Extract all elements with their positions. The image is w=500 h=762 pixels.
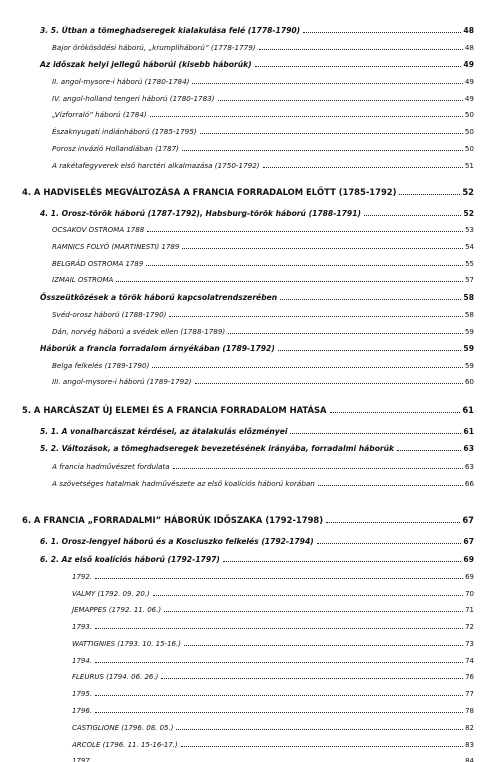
toc-entry-title: 1795.	[72, 690, 93, 698]
toc-entry-page: 69	[463, 555, 474, 564]
leader-dots	[173, 468, 463, 469]
leader-dots	[326, 522, 460, 523]
toc-entry-page: 60	[464, 377, 474, 386]
toc-entry-title: 1792.	[72, 573, 93, 581]
toc-entry-title: Bajor örökösödési háború, „krumpliháború” (1778-1779)	[52, 43, 256, 52]
leader-dots	[223, 561, 462, 562]
toc-entry-page: 66	[464, 479, 474, 488]
toc-entry-page: 67	[463, 537, 474, 546]
toc-entry-page: 52	[462, 187, 474, 197]
leader-dots	[278, 350, 462, 351]
leader-dots	[181, 746, 463, 747]
toc-entry	[52, 375, 474, 388]
toc-entry-page: 63	[464, 462, 474, 471]
leader-dots	[95, 712, 463, 713]
toc-entry-page: 78	[465, 707, 474, 715]
toc-entry	[72, 621, 474, 634]
leader-dots	[176, 729, 463, 730]
toc-entry-title: Északnyugati indiánháború (1785-1795)	[52, 127, 197, 136]
leader-dots	[397, 450, 461, 451]
toc-entry-title: FLEURUS (1794. 06. 26.)	[72, 673, 159, 681]
leader-dots	[290, 433, 461, 434]
leader-dots	[169, 316, 462, 317]
leader-dots	[330, 412, 461, 413]
toc-entry-page: 82	[465, 724, 474, 732]
toc-entry-page: 59	[464, 327, 474, 336]
toc-entry	[72, 655, 474, 668]
toc-entry-title: VALMY (1792. 09. 20.)	[72, 590, 150, 598]
toc-entry-title: Háborúk a francia forradalom árnyékában (1789-1792)	[40, 344, 275, 353]
toc-entry-page: 70	[465, 590, 474, 598]
leader-dots	[150, 116, 463, 117]
toc-entry-title: BELGRÁD OSTROMA 1789	[52, 260, 144, 268]
toc-entry	[52, 224, 474, 237]
toc-entry-title: 1797.	[72, 757, 93, 762]
leader-dots	[182, 248, 463, 249]
toc-entry	[72, 722, 474, 735]
toc-entry	[72, 604, 474, 617]
toc-entry-title: OCSAKOV OSTROMA 1788	[52, 226, 145, 234]
leader-dots	[195, 383, 463, 384]
toc-entry-page: 58	[463, 293, 474, 302]
toc-entry-page: 84	[465, 757, 474, 762]
toc-entry-page: 52	[463, 209, 474, 218]
leader-dots	[255, 66, 462, 67]
toc-entry-title: Összeütközések a török háború kapcsolatrendszerében	[40, 293, 278, 302]
toc-entry-page: 71	[465, 606, 474, 614]
toc-entry-page: 76	[465, 673, 474, 681]
toc-entry-title: CASTIGLIONE (1796. 08. 05.)	[72, 724, 174, 732]
toc-entry	[72, 638, 474, 651]
toc-entry	[72, 671, 474, 684]
toc-entry-5-1	[40, 425, 474, 438]
toc-entry-title: A rakétafegyverek első harctéri alkalmazása (1750-1792)	[52, 161, 260, 170]
toc-entry-page: 53	[465, 226, 474, 234]
toc-entry	[52, 92, 474, 105]
toc-entry-title: Belga felkelés (1789-1790)	[52, 361, 150, 370]
toc-entry-title: 1794.	[72, 657, 93, 665]
toc-entry-title: 6. 2. Az első koalíciós háború (1792-1797)	[40, 555, 220, 564]
toc-entry	[52, 142, 474, 155]
leader-dots	[364, 215, 461, 216]
toc-entry-page: 83	[465, 741, 474, 749]
toc-entry	[52, 359, 474, 372]
toc-entry	[52, 460, 474, 473]
toc-entry-4-1	[40, 207, 474, 220]
leader-dots	[95, 578, 463, 579]
toc-entry-3-5	[40, 24, 474, 37]
toc-chapter-6	[22, 514, 474, 527]
toc-entry-page: 54	[465, 243, 474, 251]
toc-entry-page: 49	[464, 77, 474, 86]
leader-dots	[95, 662, 463, 663]
leader-dots	[95, 628, 463, 629]
leader-dots	[164, 611, 463, 612]
toc-entry-title: 1793.	[72, 623, 93, 631]
leader-dots	[152, 367, 462, 368]
toc-entry-page: 61	[463, 427, 474, 436]
toc-entry	[72, 588, 474, 601]
toc-entry-page: 59	[463, 344, 474, 353]
toc-entry	[72, 755, 474, 762]
toc-entry-page: 49	[464, 94, 474, 103]
toc-entry-title: JEMAPPES (1792. 11. 06.)	[72, 606, 162, 614]
toc-entry-page: 55	[465, 260, 474, 268]
toc-entry	[52, 241, 474, 254]
leader-dots	[259, 49, 463, 50]
toc-entry-page: 67	[462, 515, 474, 525]
toc-entry-page: 73	[465, 640, 474, 648]
toc-entry-title: Porosz invázió Hollandiában (1787)	[52, 144, 179, 153]
toc-entry-title: 3. 5. Útban a tömeghadseregek kialakulása felé (1778-1790)	[40, 26, 301, 35]
toc-entry-page: 74	[465, 657, 474, 665]
toc-entry-title: 4. A HADVISELÉS MEGVÁLTOZÁSA A FRANCIA FORRADALOM ELŐTT (1785-1792)	[22, 187, 397, 197]
toc-entry-page: 58	[464, 310, 474, 319]
toc-chapter-4	[22, 186, 474, 199]
leader-dots	[161, 678, 463, 679]
toc-entry-page: 57	[465, 276, 474, 284]
toc-entry	[52, 125, 474, 138]
toc-entry-title: III. angol-mysore-i háború (1789-1792)	[52, 377, 192, 386]
toc-entry-title: IV. angol-holland tengeri háború (1780-1783)	[52, 94, 215, 103]
toc-entry	[52, 274, 474, 287]
toc-entry	[40, 291, 474, 304]
leader-dots	[147, 231, 463, 232]
leader-dots	[192, 83, 462, 84]
toc-entry-title: 5. A HARCÁSZAT ÚJ ELEMEI ÉS A FRANCIA FORRADALOM HATÁSA	[22, 405, 327, 415]
toc-entry-title: Dán, norvég háború a svédek ellen (1788-1789)	[52, 327, 226, 336]
leader-dots	[184, 645, 463, 646]
toc-entry	[40, 342, 474, 355]
leader-dots	[116, 281, 463, 282]
toc-entry-page: 77	[465, 690, 474, 698]
toc-entry-5-2	[40, 442, 474, 455]
toc-entry-title: Az időszak helyi jellegű háborúi (kisebb háborúk)	[40, 60, 252, 69]
toc-entry-title: II. angol-mysore-i háború (1780-1784)	[52, 77, 190, 86]
toc-entry-page: 59	[464, 361, 474, 370]
toc-entry-page: 49	[463, 60, 474, 69]
toc-entry	[52, 258, 474, 271]
toc-entry-title: 6. 1. Orosz-lengyel háború és a Kosciuszko felkelés (1792-1794)	[40, 537, 314, 546]
leader-dots	[182, 150, 463, 151]
toc-entry-page: 48	[463, 26, 474, 35]
toc-entry	[72, 688, 474, 701]
toc-entry	[52, 477, 474, 490]
leader-dots	[153, 595, 463, 596]
toc-entry-page: 50	[464, 144, 474, 153]
toc-entry	[72, 705, 474, 718]
toc-chapter-5	[22, 404, 474, 417]
toc-entry-page: 72	[465, 623, 474, 631]
leader-dots	[317, 543, 462, 544]
toc-entry	[52, 41, 474, 54]
toc-entry-title: A szövetséges hatalmak hadművészete az első koalíciós háború korában	[52, 479, 315, 488]
toc-entry	[52, 75, 474, 88]
leader-dots	[303, 32, 461, 33]
toc-entry-page: 50	[464, 127, 474, 136]
toc-entry-title: WATTIGNIES (1793. 10. 15-16.)	[72, 640, 181, 648]
toc-entry	[52, 325, 474, 338]
toc-entry	[52, 108, 474, 121]
toc-entry-title: Svéd-orosz háború (1788-1790)	[52, 310, 167, 319]
toc-entry	[52, 159, 474, 172]
toc-entry-6-1	[40, 535, 474, 548]
leader-dots	[95, 695, 463, 696]
toc-entry-page: 63	[463, 444, 474, 453]
leader-dots	[280, 299, 461, 300]
toc-entry-title: „Vízforraló” háború (1784)	[52, 110, 147, 119]
toc-entry	[40, 58, 474, 71]
toc-entry-title: 6. A FRANCIA „FORRADALMI” HÁBORÚK IDŐSZAKA (1792-1798)	[22, 515, 324, 525]
toc-entry-title: RAMNICS FOLYÓ (MARTINESTI) 1789	[52, 243, 180, 251]
toc-entry-title: ARCOLE (1796. 11. 15-16-17.)	[72, 741, 178, 749]
leader-dots	[399, 194, 460, 195]
leader-dots	[200, 133, 463, 134]
toc-entry-page: 48	[464, 43, 474, 52]
toc-entry-title: 5. 2. Változások, a tömeghadseregek bevezetésének irányába, forradalmi háborúk	[40, 444, 395, 453]
leader-dots	[146, 265, 463, 266]
toc-entry-title: 5. 1. A vonalharcászat kérdései, az átalakulás előzményei	[40, 427, 288, 436]
leader-dots	[228, 333, 463, 334]
toc-entry	[52, 308, 474, 321]
toc-entry	[72, 571, 474, 584]
toc-entry-page: 69	[465, 573, 474, 581]
leader-dots	[318, 485, 463, 486]
toc-entry-6-2	[40, 553, 474, 566]
toc-entry-title: 1796.	[72, 707, 93, 715]
leader-dots	[218, 100, 463, 101]
toc-entry-page: 51	[464, 161, 474, 170]
toc-entry	[72, 739, 474, 752]
toc-entry-title: 4. 1. Orosz-török háború (1787-1792), Habsburg-török háború (1788-1791)	[40, 209, 361, 218]
toc-entry-title: A francia hadművészet fordulata	[52, 462, 170, 471]
leader-dots	[263, 167, 463, 168]
toc-entry-title: IZMAIL OSTROMA	[52, 276, 114, 284]
toc-entry-page: 61	[462, 405, 474, 415]
toc-entry-page: 50	[464, 110, 474, 119]
